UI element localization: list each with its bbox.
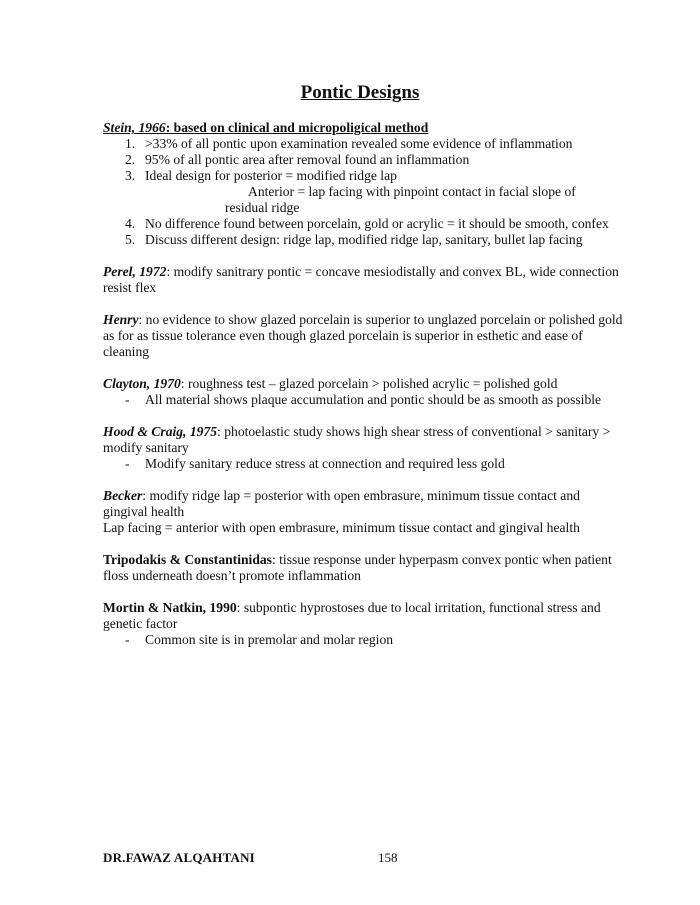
paragraph [103,312,623,360]
hood-text: : photoelastic study shows high shear stress of conventional > sanitary > modify sanitary [103,424,611,455]
anterior-line: Anterior = lap facing with pinpoint contact in facial slope of [248,184,576,199]
henry-author: Henry [103,312,139,327]
mortin-text: : subpontic hyprostoses due to local irritation, functional stress and genetic factor [103,600,601,631]
stein-author: Stein, 1966 [103,120,166,135]
mortin-bullet: Common site is in premolar and molar region [145,632,394,647]
stein-heading [103,120,623,136]
henry-text: : no evidence to show glazed porcelain is superior to unglazed porcelain or polished gold as for as tissue tolerance even though glazed porcelain is superior in esthetic and ease of cleaning [103,312,623,359]
bullet-item [103,632,623,648]
list-number: 5. [125,232,136,247]
paragraph [103,424,623,456]
clayton-author: Clayton, 1970 [103,376,181,391]
tripodakis-text: : tissue response under hyperpasm convex pontic when patient floss underneath doesn’t promote inflammation [103,552,612,583]
list-item-text: Ideal design for posterior = modified ridge lap [145,168,397,183]
list-item [103,232,623,248]
list-item-text: >33% of all pontic upon examination revealed some evidence of inflammation [145,136,573,151]
perel-text: : modify sanitrary pontic = concave mesiodistally and convex BL, wide connection resist flex [103,264,619,295]
becker-text: : modify ridge lap = posterior with open embrasure, minimum tissue contact and gingival health [103,488,580,519]
hood-author: Hood & Craig, 1975 [103,424,218,439]
bullet-item [103,392,623,408]
section-becker [103,488,623,536]
becker-author: Becker [103,488,143,503]
document-body [103,120,623,664]
list-item [103,216,623,232]
dash-marker: - [125,456,130,471]
clayton-bullet: All material shows plaque accumulation and pontic should be as smooth as possible [145,392,602,407]
tripodakis-author: Tripodakis & Constantinidas [103,552,272,567]
paragraph [103,552,623,584]
section-mortin-natkin [103,600,623,648]
becker-line2: Lap facing = anterior with open embrasure, minimum tissue contact and gingival health [103,520,580,535]
list-item-text: No difference found between porcelain, gold or acrylic = it should be smooth, confex [145,216,609,231]
list-item [103,168,623,184]
footer-author: DR.FAWAZ ALQAHTANI [103,850,255,865]
list-item-text: Discuss different design: ridge lap, modified ridge lap, sanitary, bullet lap facing [145,232,583,247]
list-number: 1. [125,136,136,151]
clayton-text: : roughness test – glazed porcelain > polished acrylic = polished gold [180,376,558,391]
section-perel [103,264,623,296]
section-tripodakis [103,552,623,584]
paragraph [103,600,623,632]
stein-heading-rest: : based on clinical and micropoligical method [165,120,429,135]
paragraph [103,264,623,296]
section-henry [103,312,623,360]
dash-marker: - [125,632,130,647]
residual-line: residual ridge [225,200,300,215]
paragraph [103,488,623,520]
list-item-text: 95% of all pontic area after removal found an inflammation [145,152,470,167]
hood-bullet: Modify sanitary reduce stress at connection and required less gold [145,456,505,471]
section-hood-craig [103,424,623,472]
list-item [103,152,623,168]
paragraph [103,376,623,392]
bullet-item [103,456,623,472]
list-number: 2. [125,152,136,167]
perel-author: Perel, 1972 [103,264,167,279]
dash-marker: - [125,392,130,407]
section-clayton [103,376,623,408]
list-item [103,136,623,152]
list-number: 3. [125,168,136,183]
list-number: 4. [125,216,136,231]
mortin-author: Mortin & Natkin, 1990 [103,600,237,615]
section-stein [103,120,623,248]
page-title: Pontic Designs [300,82,420,103]
page-number: 158 [378,850,398,865]
